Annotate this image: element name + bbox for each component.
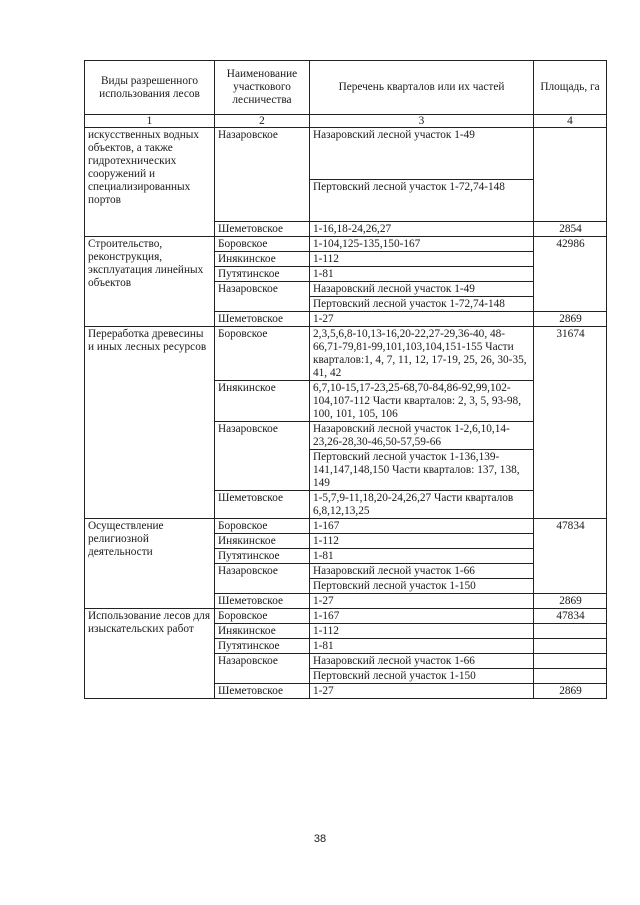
forestry-cell: Шеметовское: [215, 684, 310, 699]
area-cell: 2869: [534, 312, 607, 327]
column-number: 2: [215, 115, 310, 128]
quarters-cell: Назаровский лесной участок 1-66: [310, 564, 534, 579]
use-type-cell: Использование лесов для изыскательских работ: [85, 609, 215, 699]
area-cell: 47834: [534, 519, 607, 594]
area-cell: 31674: [534, 327, 607, 519]
column-number-row: [85, 115, 607, 128]
quarters-cell: Назаровский лесной участок 1-49: [310, 128, 534, 180]
quarters-cell: 1-112: [310, 252, 534, 267]
forestry-cell: Назаровское: [215, 282, 310, 312]
header-forestry: Наименование участкового лесничества: [215, 61, 310, 115]
quarters-cell: 1-112: [310, 534, 534, 549]
use-type-cell: искусственных водных объектов, а также гидротехнических сооружений и специализированных портов: [85, 128, 215, 237]
header-area: Площадь, га: [534, 61, 607, 115]
quarters-cell: Пертовский лесной участок 1-136,139-141,147,148,150 Части кварталов: 137, 138, 149: [310, 450, 534, 491]
forestry-cell: Назаровское: [215, 422, 310, 491]
forestry-cell: Боровское: [215, 519, 310, 534]
column-number: 4: [534, 115, 607, 128]
forestry-cell: Путятинское: [215, 639, 310, 654]
header-quarters: Перечень кварталов или их частей: [310, 61, 534, 115]
forestry-cell: Путятинское: [215, 267, 310, 282]
quarters-cell: Пертовский лесной участок 1-150: [310, 579, 534, 594]
table-header-row: [85, 61, 607, 115]
quarters-cell: Назаровский лесной участок 1-2,6,10,14-23,26-28,30-46,50-57,59-66: [310, 422, 534, 450]
use-type-cell: Переработка древесины и иных лесных ресурсов: [85, 327, 215, 519]
quarters-cell: Пертовский лесной участок 1-72,74-148: [310, 297, 534, 312]
area-cell: [534, 669, 607, 684]
quarters-cell: 1-112: [310, 624, 534, 639]
page-number: 38: [313, 833, 327, 845]
quarters-cell: 1-5,7,9-11,18,20-24,26,27 Части кварталов 6,8,12,13,25: [310, 491, 534, 519]
quarters-cell: Назаровский лесной участок 1-49: [310, 282, 534, 297]
forestry-cell: Назаровское: [215, 128, 310, 222]
table-row: [85, 128, 607, 180]
quarters-cell: 1-81: [310, 549, 534, 564]
area-cell: 42986: [534, 237, 607, 312]
quarters-cell: Пертовский лесной участок 1-150: [310, 669, 534, 684]
quarters-cell: Назаровский лесной участок 1-66: [310, 654, 534, 669]
forest-use-table: [84, 60, 607, 699]
forestry-cell: Путятинское: [215, 549, 310, 564]
forestry-cell: Шеметовское: [215, 491, 310, 519]
quarters-cell: 1-27: [310, 312, 534, 327]
area-cell: 2854: [534, 222, 607, 237]
forestry-cell: Инякинское: [215, 624, 310, 639]
use-type-cell: Осуществление религиозной деятельности: [85, 519, 215, 609]
forestry-cell: Инякинское: [215, 381, 310, 422]
table-row: [85, 519, 607, 534]
table-row: [85, 609, 607, 624]
header-use-type: Виды разрешенного использования лесов: [85, 61, 215, 115]
forestry-cell: Шеметовское: [215, 594, 310, 609]
quarters-cell: 1-81: [310, 639, 534, 654]
quarters-cell: 6,7,10-15,17-23,25-68,70-84,86-92,99,102-104,107-112 Части кварталов: 2, 3, 5, 93-98, 100, 101, 105, 106: [310, 381, 534, 422]
forestry-cell: Боровское: [215, 237, 310, 252]
forestry-cell: Шеметовское: [215, 222, 310, 237]
area-cell: [534, 639, 607, 654]
quarters-cell: 1-16,18-24,26,27: [310, 222, 534, 237]
forestry-cell: Боровское: [215, 609, 310, 624]
quarters-cell: 1-27: [310, 594, 534, 609]
area-cell: 47834: [534, 609, 607, 624]
column-number: 1: [85, 115, 215, 128]
column-number: 3: [310, 115, 534, 128]
table-row: [85, 327, 607, 381]
quarters-cell: Пертовский лесной участок 1-72,74-148: [310, 180, 534, 222]
use-type-cell: Строительство, реконструкция, эксплуатация линейных объектов: [85, 237, 215, 327]
forestry-cell: Назаровское: [215, 654, 310, 684]
table-row: [85, 237, 607, 252]
quarters-cell: 1-167: [310, 609, 534, 624]
forestry-cell: Шеметовское: [215, 312, 310, 327]
quarters-cell: 1-104,125-135,150-167: [310, 237, 534, 252]
quarters-cell: 1-27: [310, 684, 534, 699]
forestry-cell: Боровское: [215, 327, 310, 381]
forestry-cell: Назаровское: [215, 564, 310, 594]
area-cell: [534, 654, 607, 669]
quarters-cell: 1-167: [310, 519, 534, 534]
forestry-cell: Инякинское: [215, 252, 310, 267]
area-cell: 2869: [534, 684, 607, 699]
forestry-cell: Инякинское: [215, 534, 310, 549]
area-cell: [534, 128, 607, 222]
quarters-cell: 1-81: [310, 267, 534, 282]
quarters-cell: 2,3,5,6,8-10,13-16,20-22,27-29,36-40, 48-66,71-79,81-99,101,103,104,151-155 Части кварталов:1, 4, 7, 11, 12, 17-19, 25, 26, 30-35, 41, 42: [310, 327, 534, 381]
area-cell: 2869: [534, 594, 607, 609]
area-cell: [534, 624, 607, 639]
